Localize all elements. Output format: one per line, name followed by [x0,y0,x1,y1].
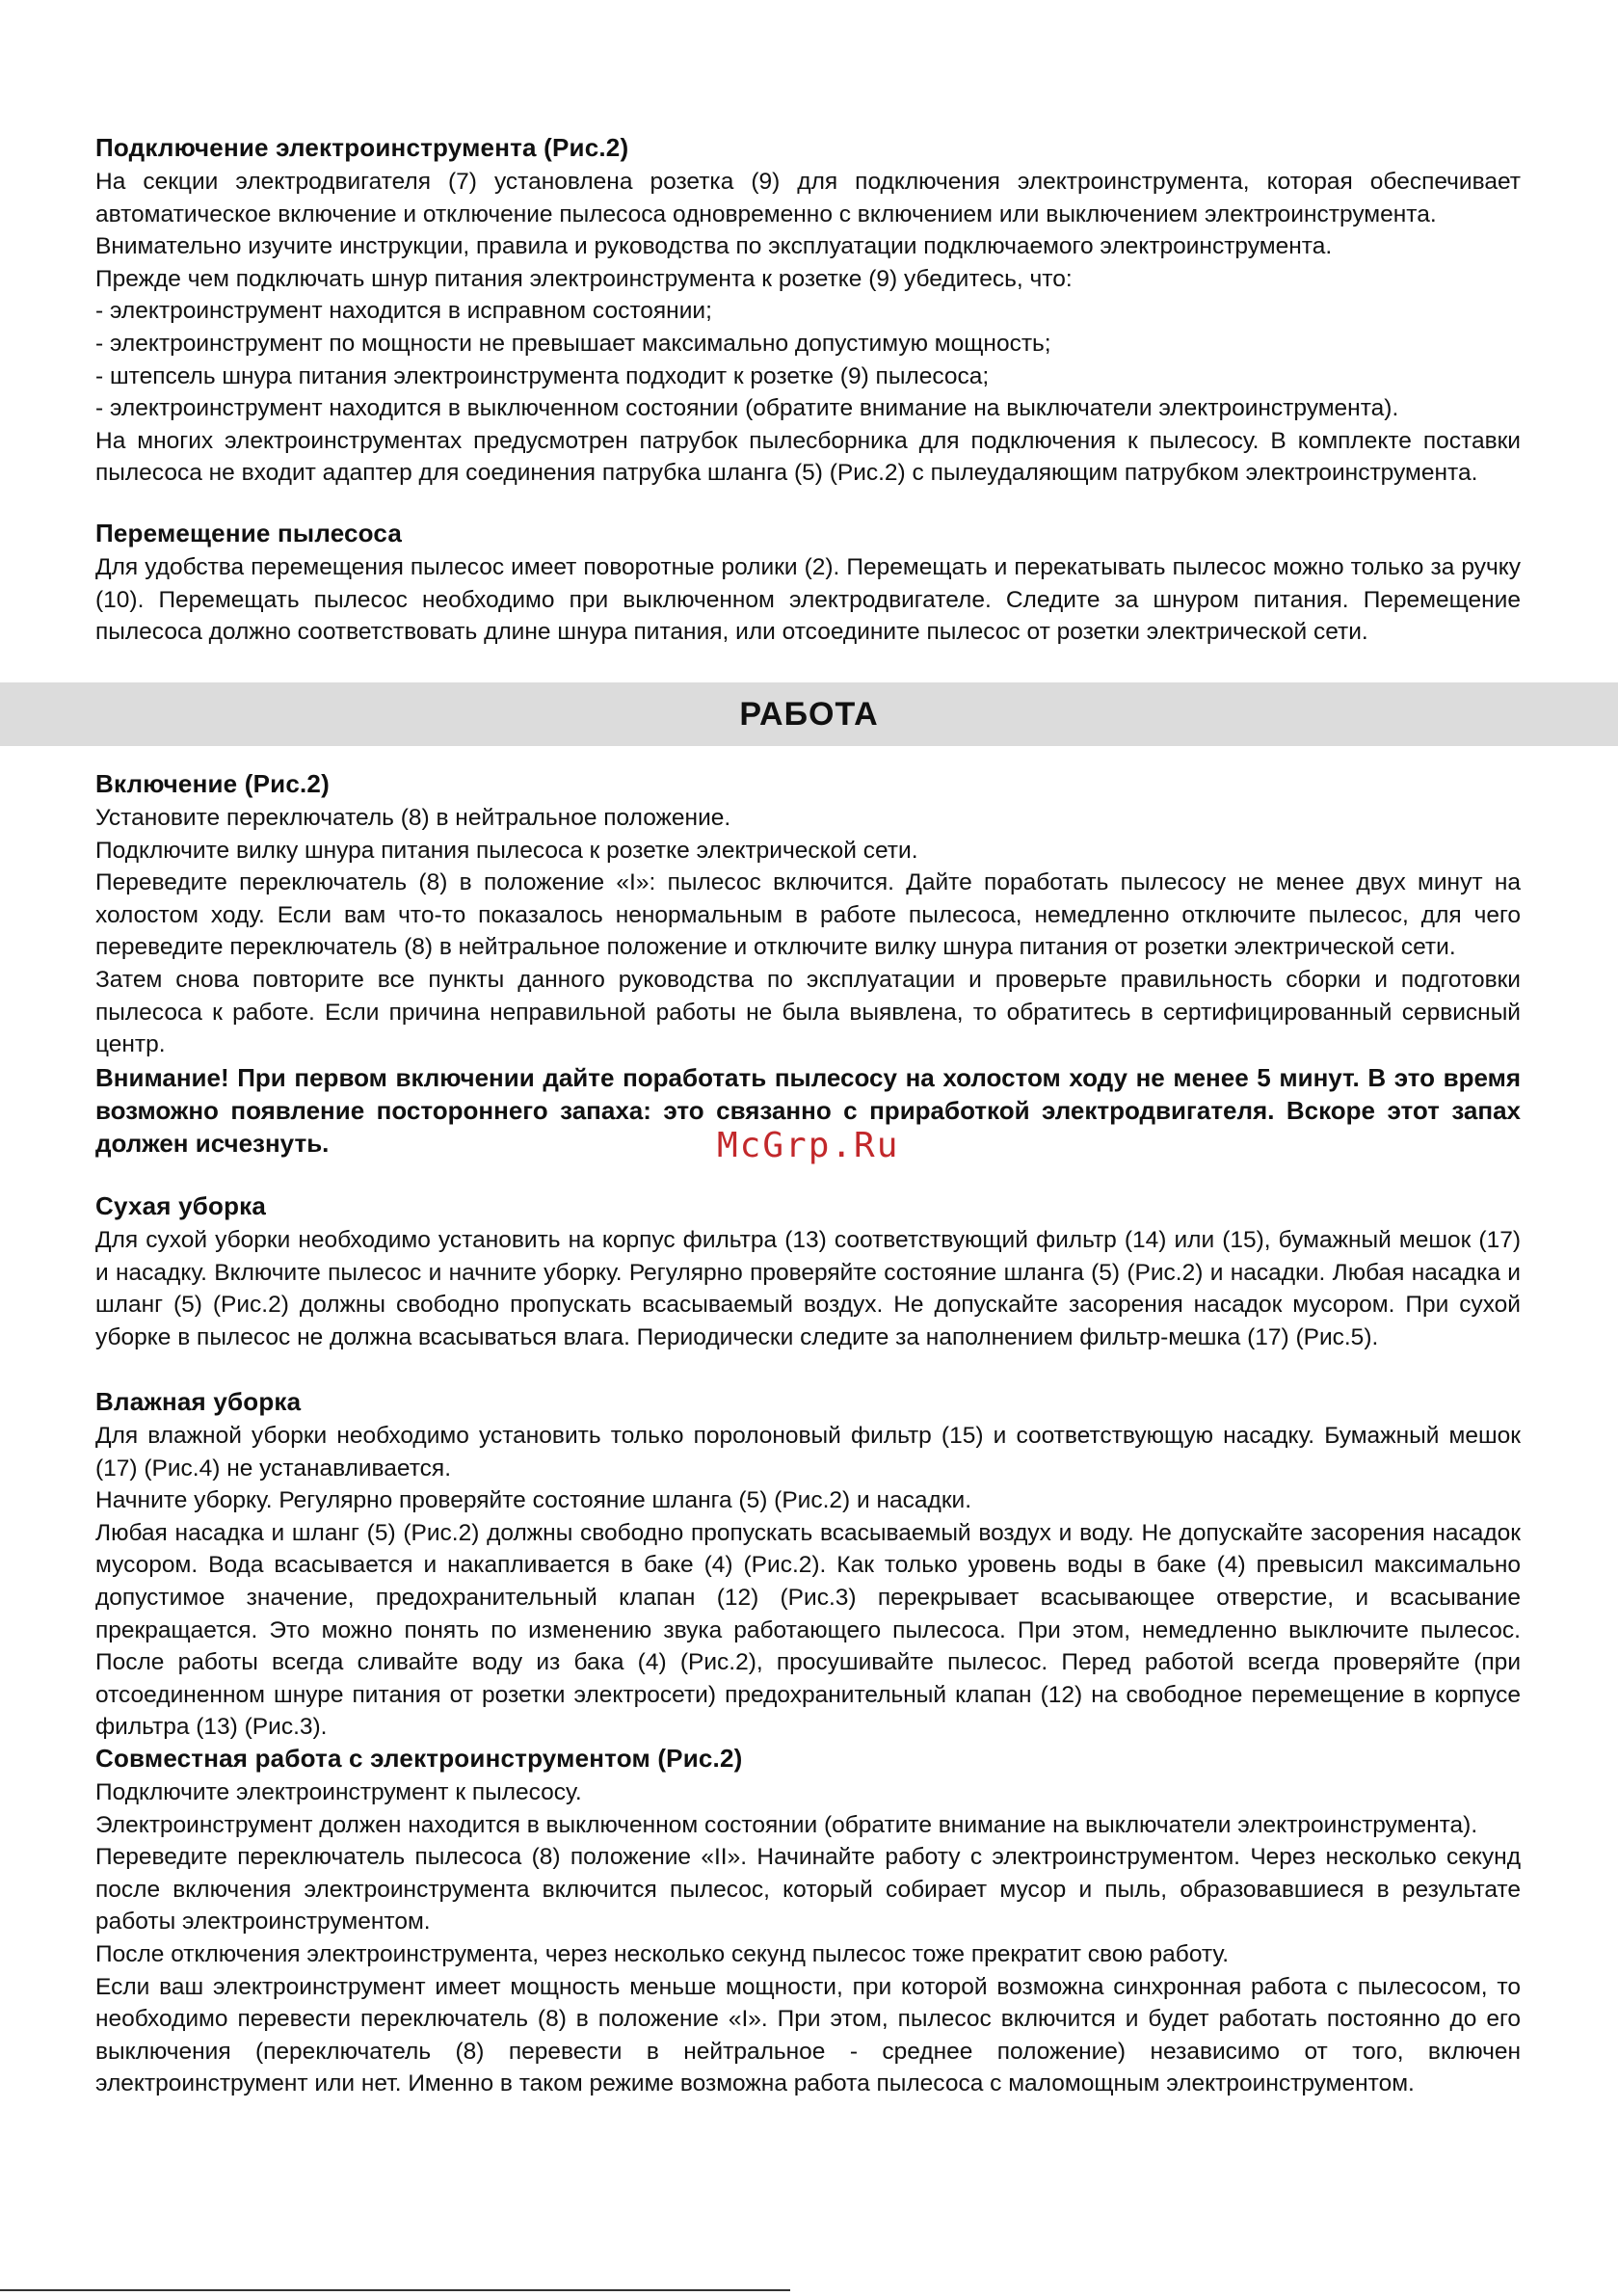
warning-text: Внимание! При первом включении дайте поработать пылесосу на холостом ходу не менее 5 минут. В это время возможно появление постороннего запаха: это связанно с приработкой электродвигателя. Вскоре этот запах должен исчезнуть. [95,1062,1521,1158]
paragraph: Электроинструмент должен находится в выключенном состоянии (обратите внимание на выключатели электроинструмента). [95,1811,1478,1838]
paragraph: Любая насадка и шланг (5) (Рис.2) должны свободно пропускать всасываемый воздух и воду. Не допускайте засорения насадок мусором. Вода всасывается и накапливается в баке (4) (Рис.2). Как только уровень воды в баке (4) превысил максимально допустимое значение, предохранительный клапан (12) (Рис.3) перекрывает всасывающее отверстие, и всасывание прекращается. Это можно понять по изменению звука работающего пылесоса. При этом, немедленно выключите пылесос. После работы всегда сливайте воду из бака (4) (Рис.2), просушивайте пылесос. Перед работой всегда проверяйте (при отсоединенном шнуре питания от розетки электросети) предохранительный клапан (12) на свободное перемещение в корпусе фильтра (13) (Рис.3). [95,1519,1521,1741]
paragraph: Внимательно изучите инструкции, правила и руководства по эксплуатации подключаемого электроинструмента. [95,233,1333,260]
paragraph: Начните уборку. Регулярно проверяйте состояние шланга (5) (Рис.2) и насадки. [95,1487,972,1514]
footer-rule [0,2289,790,2291]
section-moving-vacuum [95,517,1521,649]
list-item: - штепсель шнура питания электроинструмента подходит к розетке (9) пылесоса; [95,362,990,389]
paragraph: Подключите электроинструмент к пылесосу. [95,1779,582,1805]
paragraph: На многих электроинструментах предусмотрен патрубок пылесборника для подключения к пылесосу. В комплекте поставки пылесоса не входит адаптер для соединения патрубка шланга (5) (Рис.2) с пылеудаляющим патрубком электроинструмента. [95,427,1521,487]
section-wet-cleaning [95,1385,1521,1744]
paragraph: На секции электродвигателя (7) установлена розетка (9) для подключения электроинструмента, которая обеспечивает автоматическое включение и отключение пылесоса одновременно с включением или выключением электроинструмента. [95,169,1521,227]
watermark: McGrp.Ru [717,1126,900,1165]
section-joint-operation [95,1742,1521,2100]
paragraph: Установите переключатель (8) в нейтральное положение. [95,805,731,831]
paragraph: Прежде чем подключать шнур питания электроинструмента к розетке (9) убедитесь, что: [95,265,1073,292]
paragraph: Затем снова повторите все пункты данного руководства по эксплуатации и проверьте правильность сборки и подготовки пылесоса к работе. Если причина неправильной работы не была выявлена, то обратитесь в сертифицированный сервисный центр. [95,966,1521,1058]
section-title: Сухая уборка [95,1191,267,1220]
paragraph: Переведите переключатель пылесоса (8) положение «II». Начинайте работу с электроинструментом. Через несколько секунд после включения электроинструмента включится пылесос, который собирает мусор и пыль, образовавшиеся в результате работы электроинструментом. [95,1844,1521,1936]
paragraph: Подключите вилку шнура питания пылесоса к розетке электрической сети. [95,837,918,864]
section-title: Совместная работа с электроинструментом (Рис.2) [95,1744,743,1773]
section-title: Включение (Рис.2) [95,769,330,798]
paragraph: Для сухой уборки необходимо установить на корпус фильтра (13) соответствующий фильтр (14) или (15), бумажный мешок (17) и насадку. Включите пылесос и начните уборку. Регулярно проверяйте состояние шланга (5) (Рис.2) и насадки. Любая насадка и шланг (5) (Рис.2) должны свободно пропускать всасываемый воздух. Не допускайте засорения насадок мусором. При сухой уборке в пылесос не должна всасываться влага. Периодически следите за наполнением фильтр-мешка (17) (Рис.5). [95,1227,1521,1350]
section-switching-on [95,767,1521,1160]
section-title: Перемещение пылесоса [95,519,403,547]
band-title: РАБОТА [739,696,879,733]
list-item: - электроинструмент находится в выключенном состоянии (обратите внимание на выключатели электроинструмента). [95,395,1399,422]
list-item: - электроинструмент находится в исправном состоянии; [95,298,712,325]
paragraph: Для удобства перемещения пылесос имеет поворотные ролики (2). Перемещать и перекатывать пылесос можно только за ручку (10). Перемещать пылесос необходимо при выключенном электродвигателе. Следите за шнуром питания. Перемещение пылесоса должно соответствовать длине шнура питания, или отсоедините пылесос от розетки электрической сети. [95,554,1521,646]
list-item: - электроинструмент по мощности не превышает максимально допустимую мощность; [95,330,1051,357]
paragraph: После отключения электроинструмента, через несколько секунд пылесос тоже прекратит свою работу. [95,1940,1230,1967]
paragraph: Для влажной уборки необходимо установить только поролоновый фильтр (15) и соответствующую насадку. Бумажный мешок (17) (Рис.4) не устанавливается. [95,1423,1521,1482]
section-power-tool-connection [95,131,1521,490]
section-title: Влажная уборка [95,1387,302,1416]
section-title: Подключение электроинструмента (Рис.2) [95,133,629,162]
section-dry-cleaning [95,1189,1521,1353]
paragraph: Если ваш электроинструмент имеет мощность меньше мощности, при которой возможна синхронная работа с пылесосом, то необходимо перевести переключатель (8) в положение «I». При этом, пылесос включится и будет работать постоянно до его выключения (переключатель (8) перевести в нейтральное - среднее положение) независимо от того, включен электроинструмент или нет. Именно в таком режиме возможна работа пылесоса с маломощным электроинструментом. [95,1973,1521,2097]
paragraph: Переведите переключатель (8) в положение «I»: пылесос включится. Дайте поработать пылесосу не менее двух минут на холостом ходу. Если вам что-то показалось ненормальным в работе пылесоса, немедленно отключите пылесос, для чего переведите переключатель (8) в нейтральное положение и отключите вилку шнура питания от розетки электрической сети. [95,869,1521,961]
